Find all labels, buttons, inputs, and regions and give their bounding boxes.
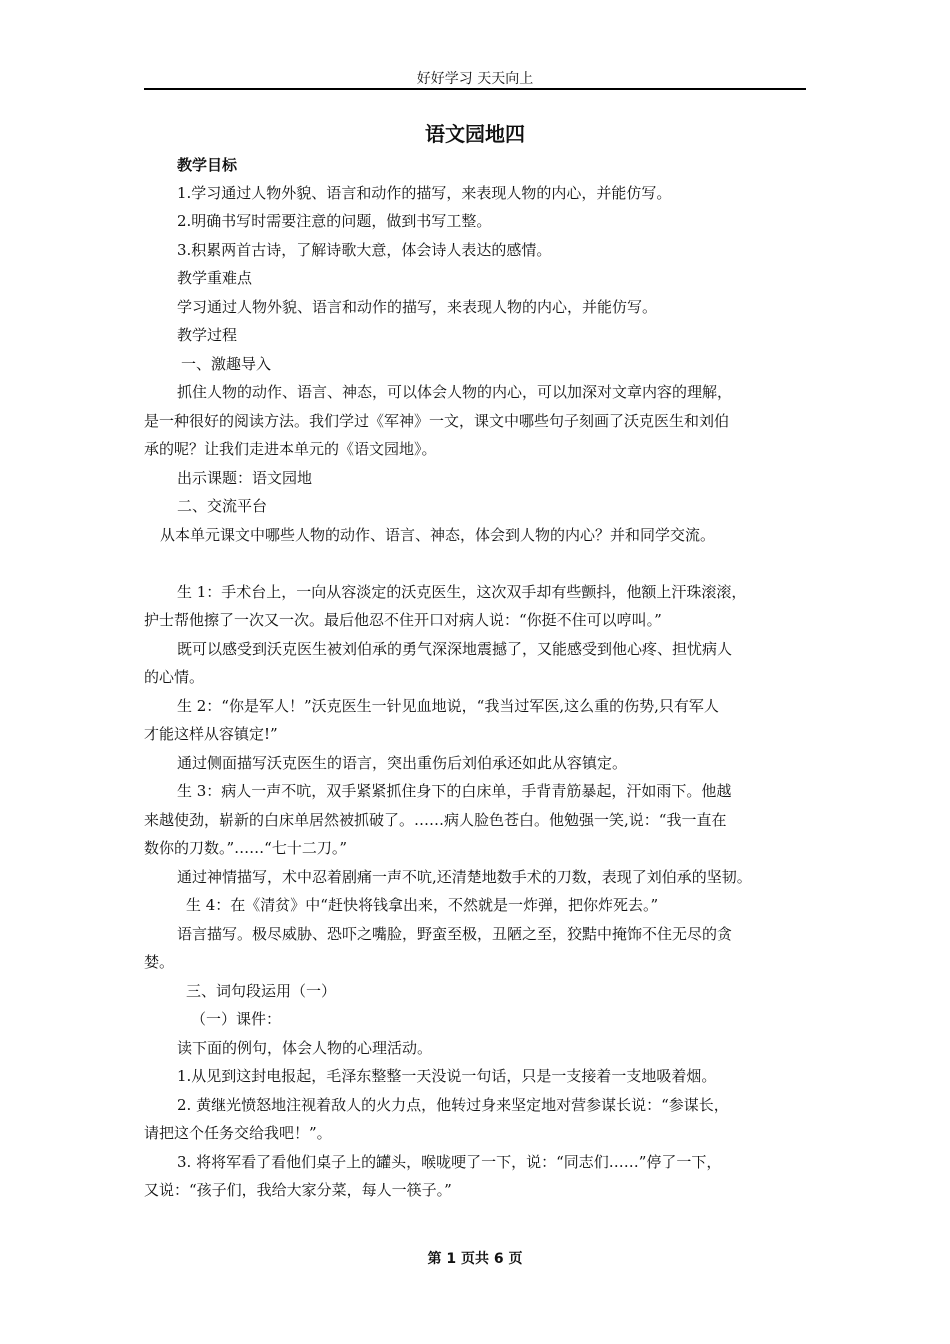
text-line: 又说：“孩子们，我给大家分菜，每人一筷子。” <box>144 1181 452 1199</box>
subsection-heading: 二、交流平台 <box>177 497 268 515</box>
text-line: 请把这个任务交给我吧！”。 <box>144 1124 332 1142</box>
section-heading-difficulties: 教学重难点 <box>177 269 253 287</box>
text-line: 3.积累两首古诗，了解诗歌大意，体会诗人表达的感情。 <box>177 241 552 259</box>
text-line: 承的呢？让我们走进本单元的《语文园地》。 <box>144 440 437 458</box>
section-heading-process: 教学过程 <box>177 326 238 344</box>
subsection-heading: 三、词句段运用（一） <box>186 982 337 1000</box>
text-line: 学习通过人物外貌、语言和动作的描写，来表现人物的内心，并能仿写。 <box>177 298 658 316</box>
text-line: 出示课题：语文园地 <box>177 469 313 487</box>
text-line: 通过侧面描写沃克医生的语言，突出重伤后刘伯承还如此从容镇定。 <box>177 754 628 772</box>
text-line: 通过神情描写，术中忍着剧痛一声不吭,还清楚地数手术的刀数，表现了刘伯承的坚韧。 <box>177 868 752 886</box>
text-line: 既可以感受到沃克医生被刘伯承的勇气深深地震撼了，又能感受到他心疼、担忧病人 <box>177 640 733 658</box>
text-line: 1.从见到这封电报起，毛泽东整整一天没说一句话，只是一支接着一支地吸着烟。 <box>177 1067 717 1085</box>
text-line: 2.明确书写时需要注意的问题，做到书写工整。 <box>177 212 492 230</box>
page-footer: 第 1 页共 6 页 <box>427 1251 523 1267</box>
text-line: 才能这样从容镇定!” <box>144 725 278 743</box>
text-line: （一）课件： <box>191 1010 282 1028</box>
page-header: 好好学习 天天向上 <box>416 71 534 87</box>
subsection-heading: 一、激趣导入 <box>181 355 272 373</box>
section-heading-goals: 教学目标 <box>177 156 238 174</box>
text-line: 从本单元课文中哪些人物的动作、语言、神态，体会到人物的内心？并和同学交流。 <box>160 526 716 544</box>
text-line: 数你的刀数。”……“七十二刀。” <box>144 839 348 857</box>
header-rule <box>144 88 806 90</box>
text-line: 3. 将将军看了看他们桌子上的罐头，喉咙哽了一下，说：“同志们……”停了一下， <box>177 1153 722 1171</box>
text-line: 生 2：“你是军人！”沃克医生一针见血地说，“我当过军医,这么重的伤势,只有军人 <box>177 697 719 715</box>
text-line: 婪。 <box>144 953 175 971</box>
text-line: 1.学习通过人物外貌、语言和动作的描写，来表现人物的内心，并能仿写。 <box>177 184 672 202</box>
text-line: 来越使劲，崭新的白床单居然被抓破了。……病人脸色苍白。他勉强一笑,说：“我一直在 <box>144 811 727 829</box>
text-line: 语言描写。极尽威胁、恐吓之嘴脸，野蛮至极，丑陋之至，狡黠中掩饰不住无尽的贪 <box>177 925 733 943</box>
text-line: 是一种很好的阅读方法。我们学过《军神》一文，课文中哪些句子刻画了沃克医生和刘伯 <box>144 412 730 430</box>
page-title: 语文园地四 <box>425 122 525 146</box>
text-line: 的心情。 <box>144 668 205 686</box>
text-line: 护士帮他擦了一次又一次。最后他忍不住开口对病人说：“你挺不住可以哼叫。” <box>144 611 662 629</box>
text-line: 抓住人物的动作、语言、神态，可以体会人物的内心，可以加深对文章内容的理解， <box>177 383 733 401</box>
text-line: 生 1：手术台上，一向从容淡定的沃克医生，这次双手却有些颤抖，他额上汗珠滚滚， <box>177 583 747 601</box>
text-line: 读下面的例句，体会人物的心理活动。 <box>177 1039 433 1057</box>
text-line: 2. 黄继光愤怒地注视着敌人的火力点，他转过身来坚定地对营参谋长说：“参谋长， <box>177 1096 729 1114</box>
text-line: 生 4：在《清贫》中“赶快将钱拿出来，不然就是一炸弹，把你炸死去。” <box>186 896 659 914</box>
text-line: 生 3：病人一声不吭，双手紧紧抓住身下的白床单，手背青筋暴起，汗如雨下。他越 <box>177 782 732 800</box>
